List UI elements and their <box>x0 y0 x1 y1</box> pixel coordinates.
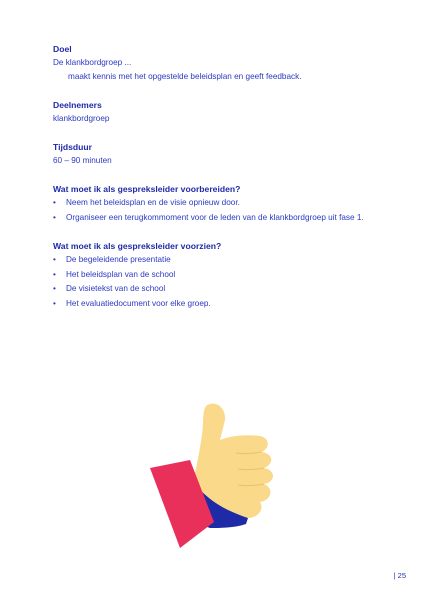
section-heading: Tijdsduur <box>53 142 92 152</box>
thumbs-up-icon <box>148 400 288 550</box>
list-item: • De begeleidende presentatie <box>53 253 383 268</box>
section-heading: Wat moet ik als gespreksleider voorbereiden? <box>53 184 241 194</box>
section-heading: Deelnemers <box>53 100 102 110</box>
list-item: • Het evaluatiedocument voor elke groep. <box>53 297 383 312</box>
section-voorzien <box>53 239 383 311</box>
bullet-list <box>53 253 383 311</box>
body-text: De klankbordgroep ... <box>53 58 132 67</box>
list-item: • Het beleidsplan van de school <box>53 268 383 283</box>
section-tijdsduur <box>53 140 383 168</box>
bullet-list <box>53 196 383 225</box>
section-heading: Wat moet ik als gespreksleider voorzien? <box>53 241 222 251</box>
body-text: klankbordgroep <box>53 114 110 123</box>
page-number: | 25 <box>393 571 406 580</box>
section-deelnemers <box>53 98 383 126</box>
body-text: 60 – 90 minuten <box>53 156 112 165</box>
section-heading: Doel <box>53 44 72 54</box>
body-text-indented: maakt kennis met het opgestelde beleidsplan en geeft feedback. <box>68 72 302 81</box>
section-doel <box>53 42 383 84</box>
list-item: • Organiseer een terugkommoment voor de leden van de klankbordgroep uit fase 1. <box>53 211 383 226</box>
list-item: • Neem het beleidsplan en de visie opnieuw door. <box>53 196 383 211</box>
list-item: • De visietekst van de school <box>53 282 383 297</box>
section-voorbereiden <box>53 182 383 225</box>
page-content <box>53 42 383 325</box>
